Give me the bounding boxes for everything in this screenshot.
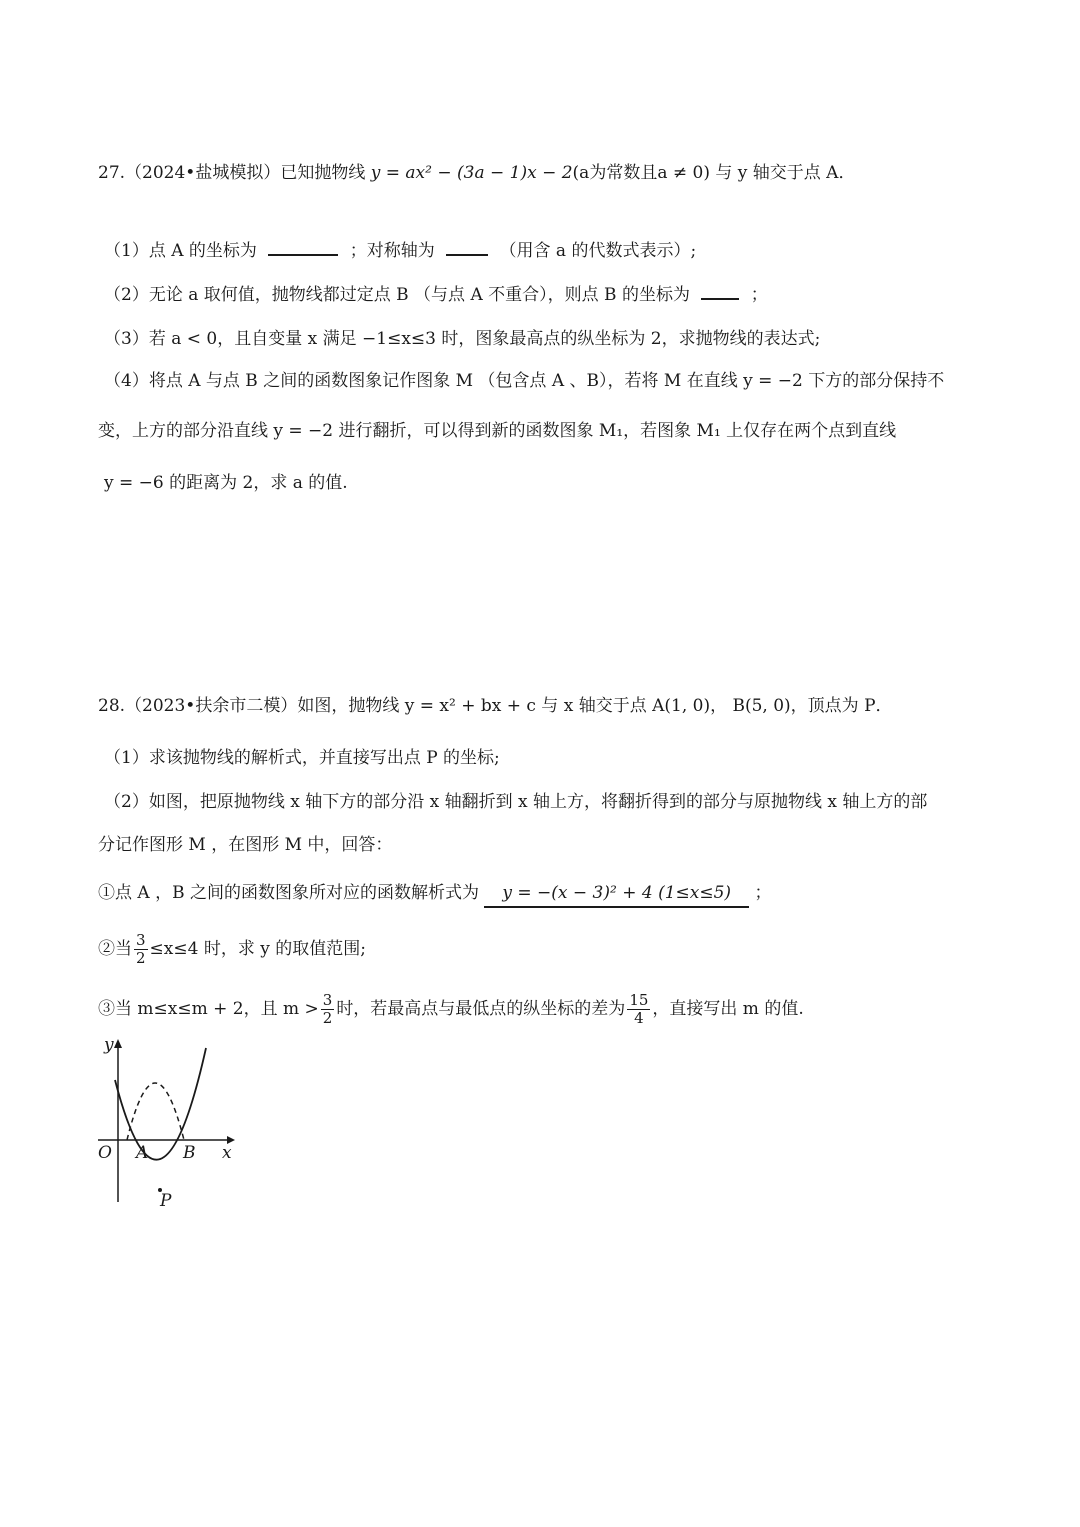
q27-stem-a: 已知抛物线	[280, 163, 366, 183]
q27-p2-blank[interactable]	[701, 282, 739, 300]
label-y: y	[104, 1035, 114, 1055]
q27-part4-line1: （4）将点 A 与点 B 之间的函数图象记作图象 M （包含点 A 、B），若将 M 在直线 y = −2 下方的部分保持不	[104, 371, 945, 391]
q27-part4-line2: 变，上方的部分沿直线 y = −2 进行翻折，可以得到新的函数图象 M₁，若图象 M₁ 上仅存在两个点到直线	[98, 421, 897, 441]
q28-part2-line2: 分记作图形 M ，在图形 M 中，回答：	[98, 835, 393, 855]
y-axis-arrow	[114, 1039, 122, 1048]
q28-s1-answer-blank[interactable]	[484, 880, 749, 908]
q27-p2-text-a: （2）无论 a 取何值，抛物线都过定点 B （与点 A 不重合），则点 B 的坐标为	[104, 285, 690, 305]
label-a: A	[136, 1143, 149, 1163]
label-p: P	[160, 1191, 172, 1210]
q28-part2-line1: （2）如图，把原抛物线 x 轴下方的部分沿 x 轴翻折到 x 轴上方，将翻折得到的部分与原抛物线 x 轴上方的部	[104, 792, 928, 812]
q28-figure	[88, 1030, 258, 1210]
label-x: x	[222, 1143, 232, 1163]
q27-part2	[104, 282, 768, 308]
q27-stem-b: 与 y 轴交于点 A．	[715, 163, 856, 183]
q28-number: 28.	[98, 696, 126, 716]
q28-sub2	[98, 932, 366, 967]
q27-part4-line3: y = −6 的距离为 2，求 a 的值.	[104, 473, 348, 493]
label-b: B	[183, 1143, 196, 1163]
fraction-numerator: 15	[629, 991, 649, 1009]
q27-part1	[104, 238, 696, 264]
q28-part1: （1）求该抛物线的解析式，并直接写出点 P 的坐标;	[104, 748, 500, 768]
q28-s3-text-b: 时，若最高点与最低点的纵坐标的差为	[336, 999, 626, 1019]
q28-s2-text-a: ②当	[98, 939, 132, 959]
q27-p1-text-a: （1）点 A 的坐标为	[104, 241, 257, 261]
q27-condition: (a为常数且a ≠ 0)	[572, 163, 710, 183]
reflected-arc-dashed	[127, 1083, 184, 1140]
fraction-denominator: 2	[136, 949, 146, 967]
q28-s1-end: ；	[754, 883, 772, 903]
q28-s2-fraction	[134, 932, 148, 967]
q28-s2-text-b: ≤x≤4 时，求 y 的取值范围;	[149, 939, 366, 959]
q28-s3-fraction-1	[321, 992, 335, 1027]
q27-source: （2024•盐城模拟）	[125, 163, 281, 183]
q27-equation: y = ax² − (3a − 1)x − 2	[370, 163, 573, 183]
q28-sub3	[98, 992, 804, 1027]
q28-s1-text: ①点 A ，B 之间的函数图象所对应的函数解析式为	[98, 883, 479, 903]
fraction-denominator: 4	[634, 1009, 644, 1027]
q28-s3-text-a: ③当 m≤x≤m + 2，且 m >	[98, 999, 319, 1019]
fraction-numerator: 3	[136, 931, 146, 949]
q27-p2-text-b: ；	[750, 285, 768, 305]
q28-stem	[98, 693, 893, 719]
fraction-numerator: 3	[322, 991, 333, 1009]
fraction-denominator: 2	[322, 1009, 333, 1027]
q27-p1-text-c: （用含 a 的代数式表示）;	[499, 241, 697, 261]
label-o: O	[98, 1143, 112, 1163]
q28-s1-answer: y = −(x − 3)² + 4 (1≤x≤5)	[502, 883, 732, 903]
q28-s3-fraction-2	[627, 992, 650, 1027]
q28-stem-text: 如图，抛物线 y = x² + bx + c 与 x 轴交于点 A(1, 0)， B(5, 0)，顶点为 P．	[297, 696, 893, 716]
q28-s3-text-c: ，直接写出 m 的值.	[652, 999, 804, 1019]
q27-p1-text-b: ；对称轴为	[349, 241, 435, 261]
q27-p1-blank-b[interactable]	[446, 238, 488, 256]
q28-sub1	[98, 880, 771, 908]
q27-stem	[98, 160, 855, 186]
q27-number: 27.	[98, 163, 126, 183]
q27-p1-blank-a[interactable]	[268, 238, 338, 256]
q28-source: （2023•扶余市二模）	[125, 696, 298, 716]
q27-part3: （3）若 a < 0，且自变量 x 满足 −1≤x≤3 时，图象最高点的纵坐标为 2，求抛物线的表达式;	[104, 329, 821, 349]
